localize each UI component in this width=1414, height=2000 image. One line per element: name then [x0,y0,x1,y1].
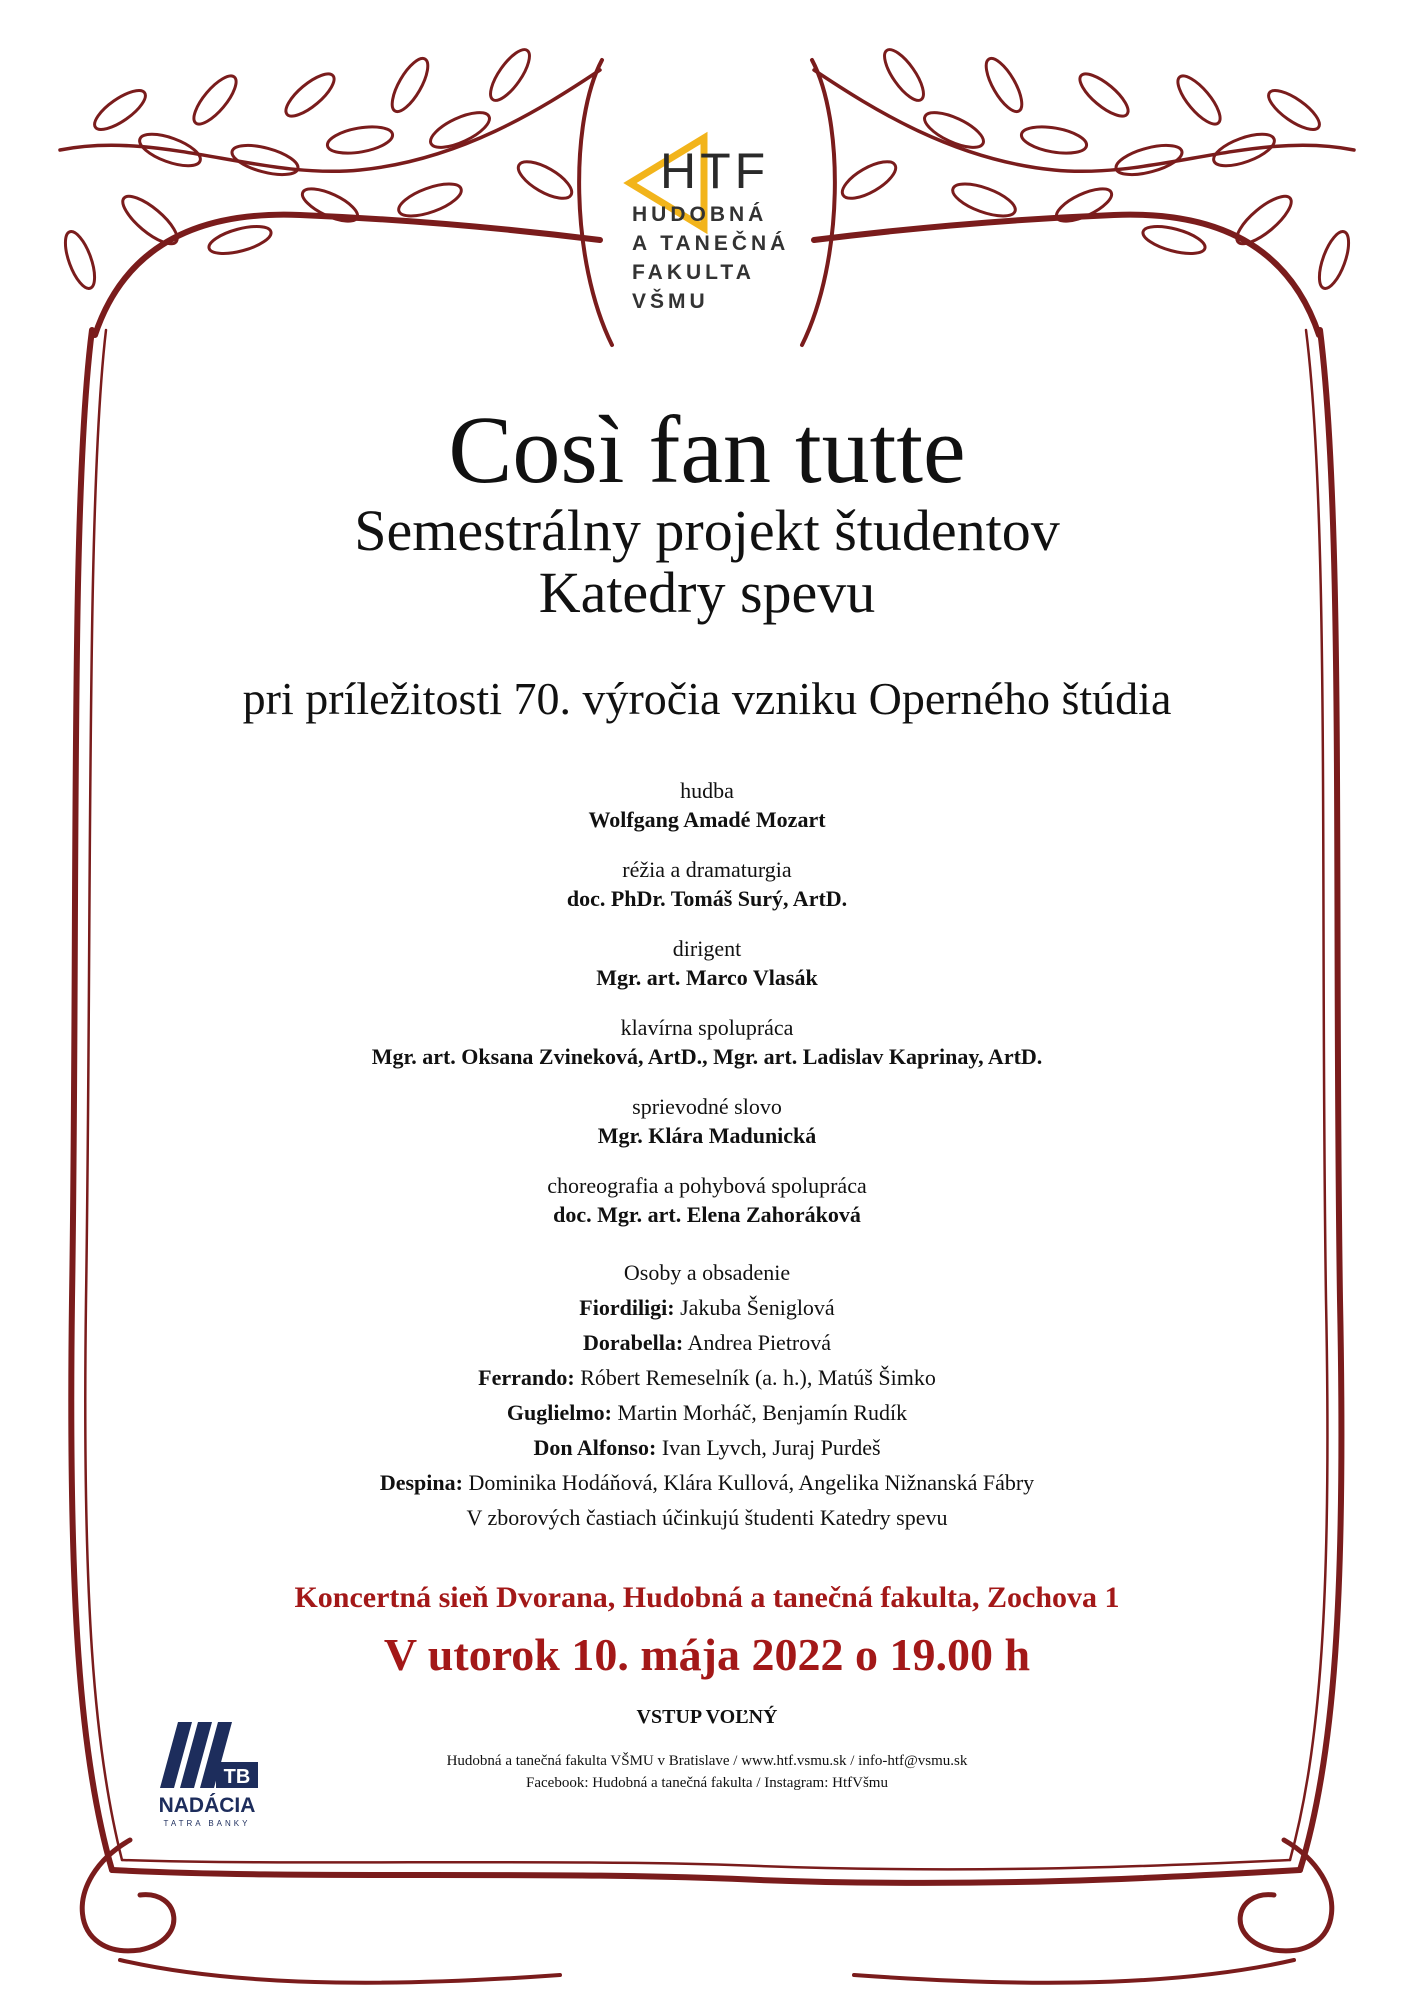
subtitle [0,500,1414,624]
chorus-note: V zborových častiach účinkujú študenti Katedry spevu [466,1505,948,1530]
logo-abbreviation: HTF [660,143,770,199]
cast-row [0,1360,1414,1395]
credit-role: dirigent [672,936,742,961]
sponsor-mark: TB [223,1766,251,1788]
credit-role: réžia a dramaturgia [622,857,792,882]
cast-row [0,1430,1414,1465]
credit-name: Mgr. Klára Madunická [597,1123,817,1148]
credit-direction [0,855,1414,913]
cast-row [0,1465,1414,1500]
sponsor-name: NADÁCIA [158,1794,256,1817]
logo-line: HUDOBNÁ [632,203,768,226]
credit-role: hudba [680,778,734,803]
cast-role: Dorabella: [582,1330,684,1355]
cast-names: Róbert Remeselník (a. h.), Matúš Šimko [580,1365,936,1390]
subtitle-line: Semestrálny projekt študentov [354,498,1060,563]
credit-role: choreografia a pohybová spolupráca [547,1173,867,1198]
logo-line: FAKULTA [632,261,755,284]
cast-role: Guglielmo: [506,1400,612,1425]
sponsor-logo [152,1718,262,1838]
event-date: V utorok 10. mája 2022 o 19.00 h [383,1629,1031,1680]
free-entry-label: VSTUP VOĽNÝ [636,1706,778,1728]
cast-role: Fiordiligi: [579,1295,675,1320]
cast-role: Ferrando: [478,1365,575,1390]
credits-list [0,776,1414,1250]
credit-narration [0,1092,1414,1150]
venue: Koncertná sieň Dvorana, Hudobná a tanečná fakulta, Zochova 1 [294,1581,1120,1614]
credit-conductor [0,934,1414,992]
cast-row [0,1290,1414,1325]
htf-logo [590,60,830,360]
credit-role: klavírna spolupráca [620,1015,794,1040]
footer-line: Hudobná a tanečná fakulta VŠMU v Bratislave / www.htf.vsmu.sk / info-htf@vsmu.sk [446,1753,968,1769]
tatra-banka-logo-icon [152,1718,262,1792]
cast-role: Don Alfonso: [533,1435,657,1460]
credit-role: sprievodné slovo [632,1094,782,1119]
credit-choreography [0,1171,1414,1229]
page-title: Così fan tutte [448,396,966,503]
occasion-text: pri príležitosti 70. výročia vzniku Operného štúdia [242,673,1172,724]
cast-names: Andrea Pietrová [687,1330,832,1355]
cast-names: Jakuba Šeniglová [680,1295,835,1320]
subtitle-line: Katedry spevu [538,560,876,625]
credit-piano [0,1013,1414,1071]
logo-faculty-name [632,200,789,316]
credit-name: doc. PhDr. Tomáš Surý, ArtD. [566,886,848,911]
cast-names: Ivan Lyvch, Juraj Purdeš [661,1435,881,1460]
credit-name: Wolfgang Amadé Mozart [588,807,826,832]
logo-line: VŠMU [632,290,709,313]
cast-names: Dominika Hodáňová, Klára Kullová, Angelika Nižnanská Fábry [468,1470,1035,1495]
cast-row [0,1395,1414,1430]
cast-list [0,1255,1414,1535]
cast-role: Despina: [379,1470,463,1495]
credit-name: doc. Mgr. art. Elena Zahoráková [553,1202,861,1227]
cast-heading: Osoby a obsadenie [623,1260,791,1285]
credit-name: Mgr. art. Oksana Zvineková, ArtD., Mgr. art. Ladislav Kaprinay, ArtD. [371,1044,1043,1069]
credit-music [0,776,1414,834]
cast-names: Martin Morháč, Benjamín Rudík [617,1400,908,1425]
sponsor-subname: TATRA BANKY [163,1819,251,1828]
logo-line: A TANEČNÁ [632,232,790,255]
credit-name: Mgr. art. Marco Vlasák [596,965,818,990]
cast-row [0,1325,1414,1360]
footer-line: Facebook: Hudobná a tanečná fakulta / Instagram: HtfVšmu [526,1775,888,1791]
